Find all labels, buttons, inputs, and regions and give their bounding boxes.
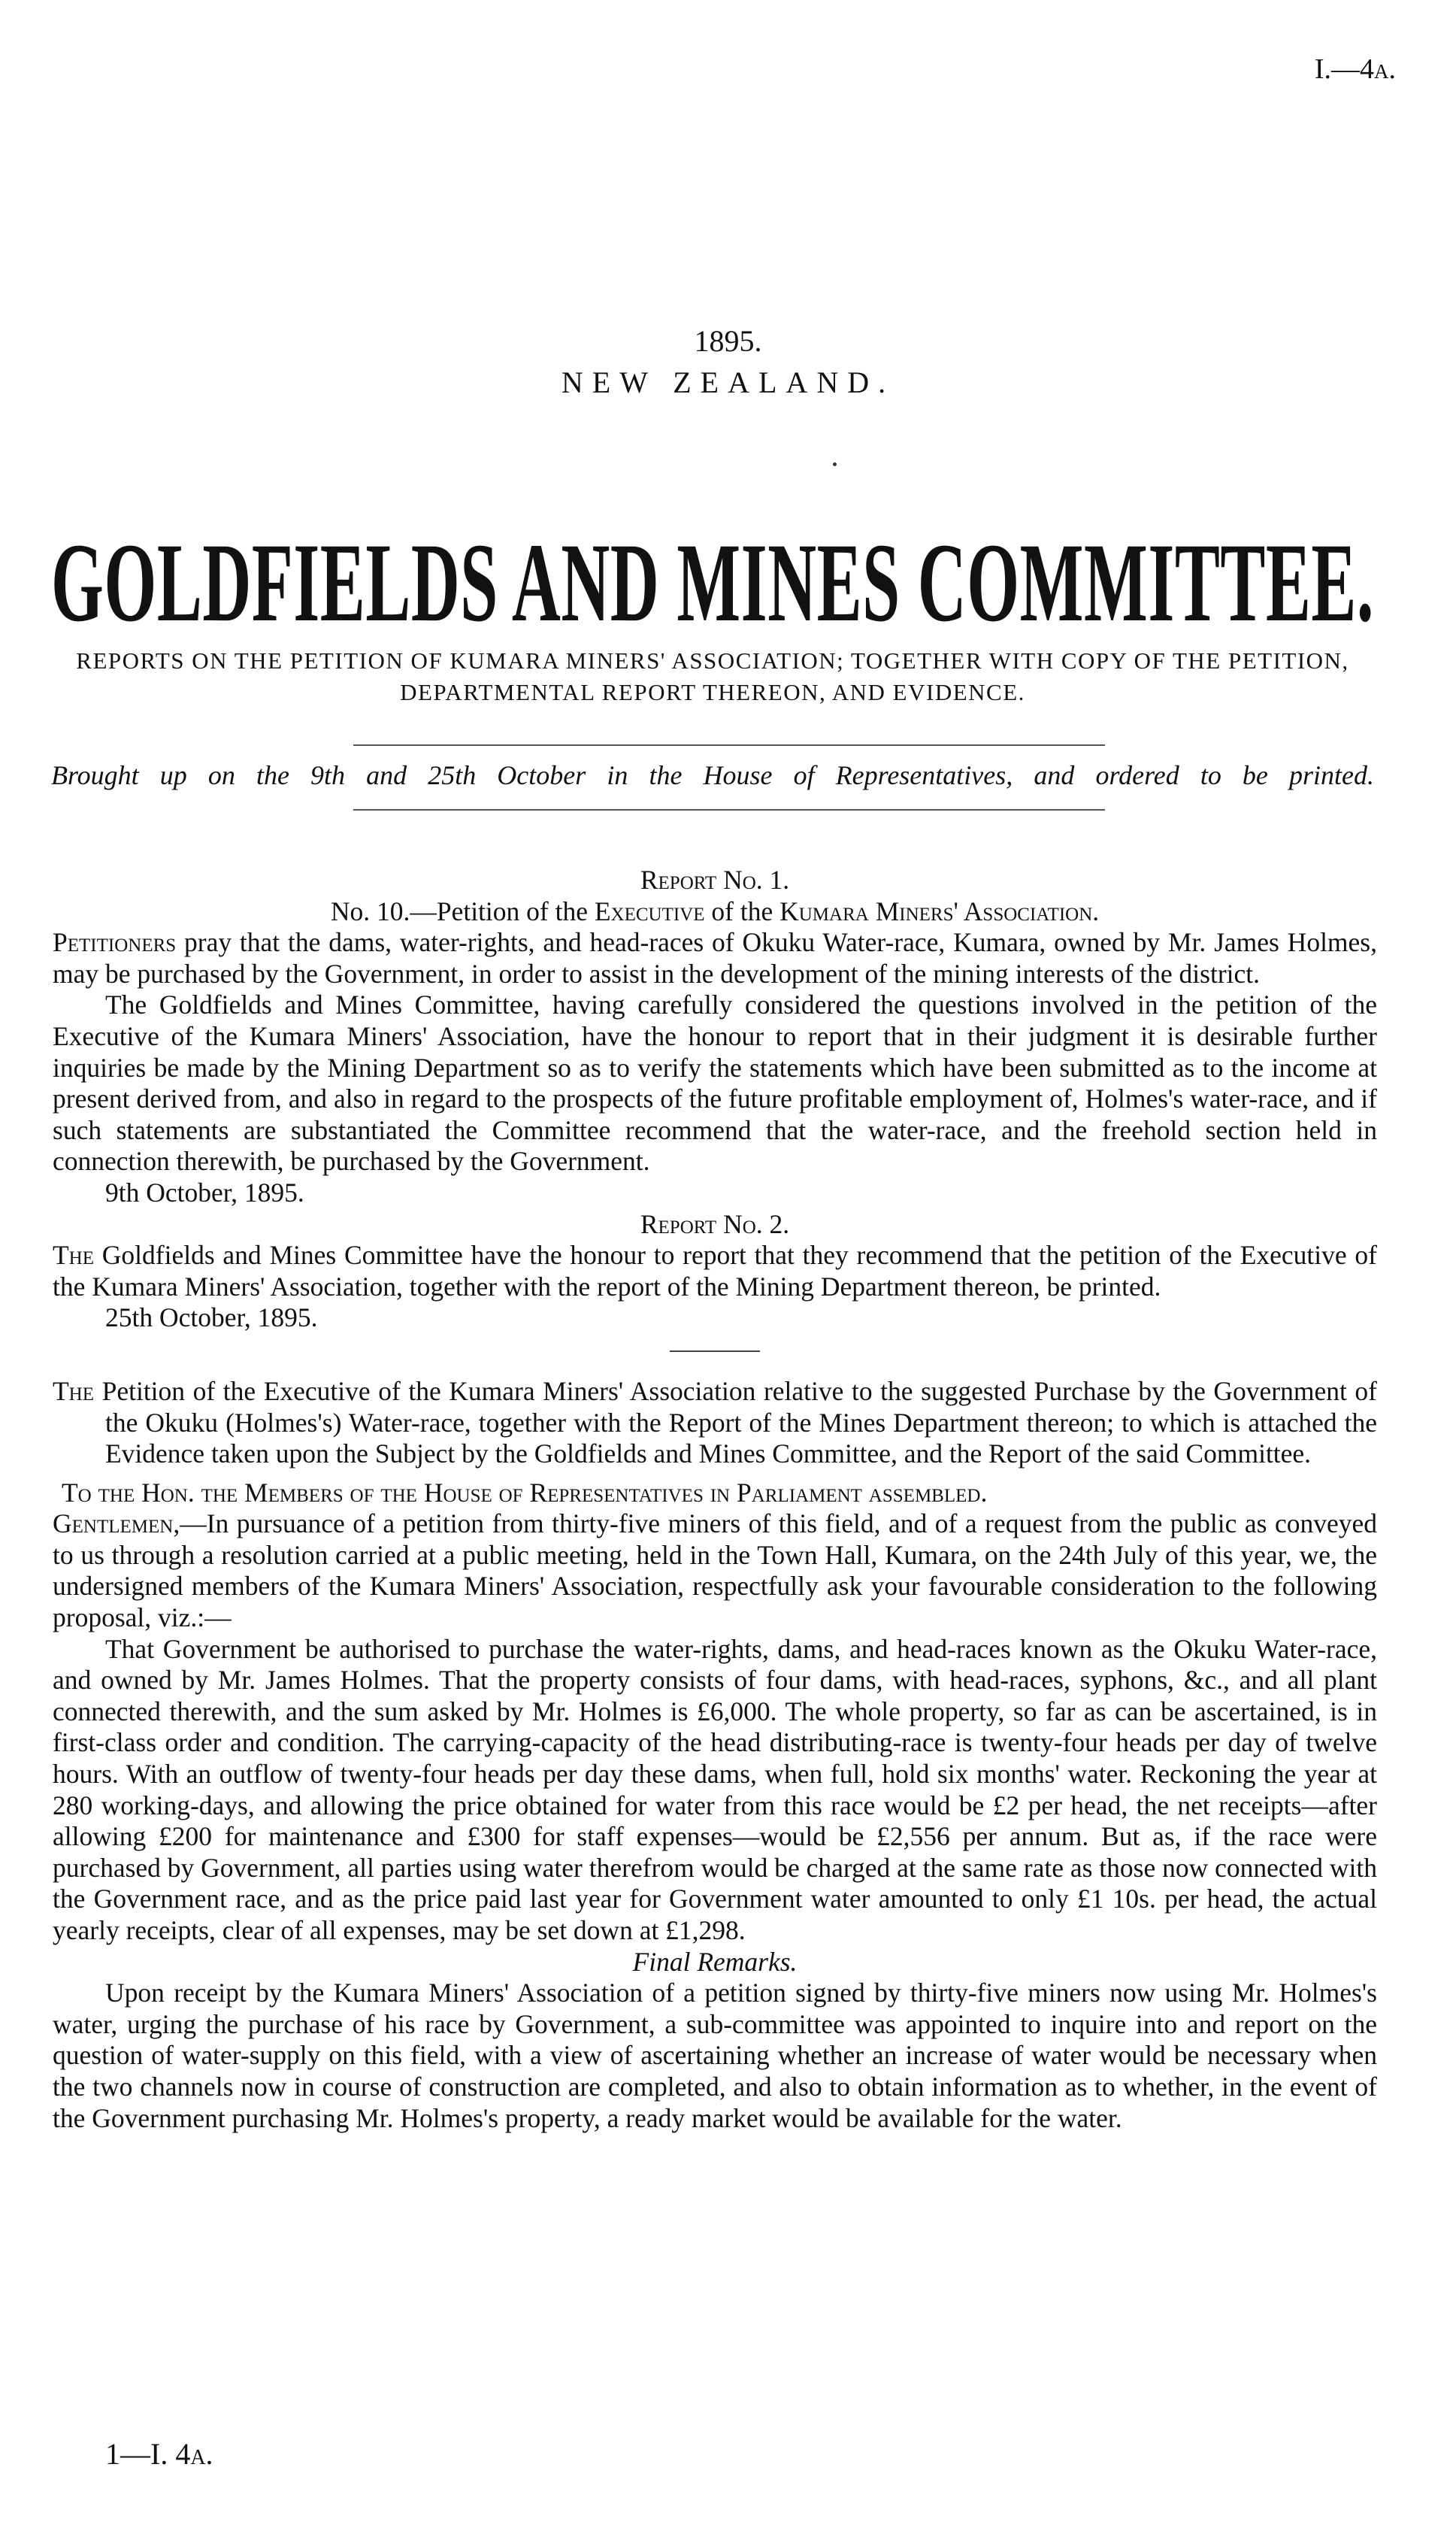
- report-1-subheading: No. 10.—Petition of the Executive of the Kumara Miners' Association.: [330, 896, 1100, 926]
- report-2-paragraph: The Goldfields and Mines Committee have the honour to report that they recommend that the petition of the Executive of the Kumara Miners' Association, together with the report of the Mining Department thereon, be printed.: [53, 1240, 1377, 1302]
- page-footer-signature: 1—I. 4a.: [105, 2437, 213, 2471]
- title-container: [51, 520, 1375, 645]
- petition-address: To the Hon. the Members of the House of Representatives in Parliament assembled.: [62, 1477, 988, 1508]
- petition-intro: The Petition of the Executive of the Kumara Miners' Association relative to the suggested Purchase by the Government of the Okuku (Holmes's) Water-race, together with the Report of the Mines Department thereon; to which is attached the Evidence taken upon the Subject by the Goldfields and Mines Committee, and the Report of the said Committee.: [53, 1375, 1377, 1469]
- report-2-date: 25th October, 1895.: [105, 1302, 318, 1333]
- report-2-heading: Report No. 2.: [640, 1208, 790, 1239]
- divider: [353, 744, 1105, 746]
- country: NEW ZEALAND.: [561, 365, 895, 399]
- report-1-heading: Report No. 1.: [640, 865, 790, 895]
- brought-up-note: Brought up on the 9th and 25th October in the House of Representatives, and ordered to be printed.: [51, 760, 1374, 790]
- petition-paragraph: That Government be authorised to purchase the water-rights, dams, and head-races known as the Okuku Water-race, and owned by Mr. James Holmes. That the property consists of four dams, with head-races, syphons, &c., and all plant connected therewith, and the sum asked by Mr. Holmes is £6,000. The whole property, so far as can be ascertained, is in first-class order and condition. The carrying-capacity of the head distributing-race is twenty-four heads per day of twelve hours. With an outflow of twenty-four heads per day these dams, when full, hold six months' water. Reckoning the year at 280 working-days, and allowing the price obtained for water from this race would be £2 per head, the net receipts—after allowing £200 for maintenance and £300 for staff expenses—would be £2,556 per annum. But as, if the race were purchased by Government, all parties using water therefrom would be charged at the same rate as those now connected with the Government race, and as the price paid last year for Government water amounted to only £1 10s. per head, the actual yearly receipts, clear of all expenses, may be set down at £1,298.: [53, 1633, 1377, 1945]
- final-remarks-heading: Final Remarks.: [632, 1946, 798, 1977]
- divider: [353, 809, 1105, 811]
- document-body: [53, 865, 1377, 2134]
- report-1-paragraph: The Goldfields and Mines Committee, having carefully considered the questions involved in the petition of the Executive of the Kumara Miners' Association, have the honour to report that in their judgment it is desirable further inquiries be made by the Mining Department so as to verify the statements which have been submitted as to the income at present derived from, and also in regard to the prospects of the future profitable employment of, Holmes's water-race, and if such statements are substantiated the Committee recommend that the water-race, and the freehold section held in connection therewith, be purchased by the Government.: [53, 990, 1377, 1177]
- report-1-paragraph: Petitioners pray that the dams, water-rights, and head-races of Okuku Water-race, Kumara, owned by Mr. James Holmes, may be purchased by the Government, in order to assist in the development of the mining interests of the district.: [53, 927, 1377, 989]
- decorative-dot: [833, 462, 837, 466]
- petition-paragraph: Upon receipt by the Kumara Miners' Association of a petition signed by thirty-five miners now using Mr. Holmes's water, urging the purchase of his race by Government, a sub-committee was appointed to inquire into and report on the question of water-supply on this field, with a view of ascertaining whether an increase of water would be necessary when the two channels now in course of construction are completed, and also to obtain information as to whether, in the event of the Government purchasing Mr. Holmes's property, a ready market would be available for the water.: [53, 1978, 1377, 2133]
- document-title: GOLDFIELDS AND MINES COMMITTEE.: [51, 520, 1375, 645]
- report-1-date: 9th October, 1895.: [105, 1177, 304, 1208]
- page-reference: I.—4a.: [1314, 53, 1396, 85]
- year: 1895.: [694, 324, 762, 358]
- section-separator: [670, 1350, 760, 1352]
- petition-paragraph: Gentlemen,—In pursuance of a petition from thirty-five miners of this field, and of a request from the public as conveyed to us through a resolution carried at a public meeting, held in the Town Hall, Kumara, on the 24th July of this year, we, the undersigned members of the Kumara Miners' Association, respectfully ask your favourable consideration to the following proposal, viz.:—: [53, 1508, 1377, 1633]
- subtitle: REPORTS ON THE PETITION OF KUMARA MINERS' ASSOCIATION; TOGETHER WITH COPY OF THE PETITION, DEPARTMENTAL REPORT THEREON, AND EVIDENCE.: [76, 647, 1349, 705]
